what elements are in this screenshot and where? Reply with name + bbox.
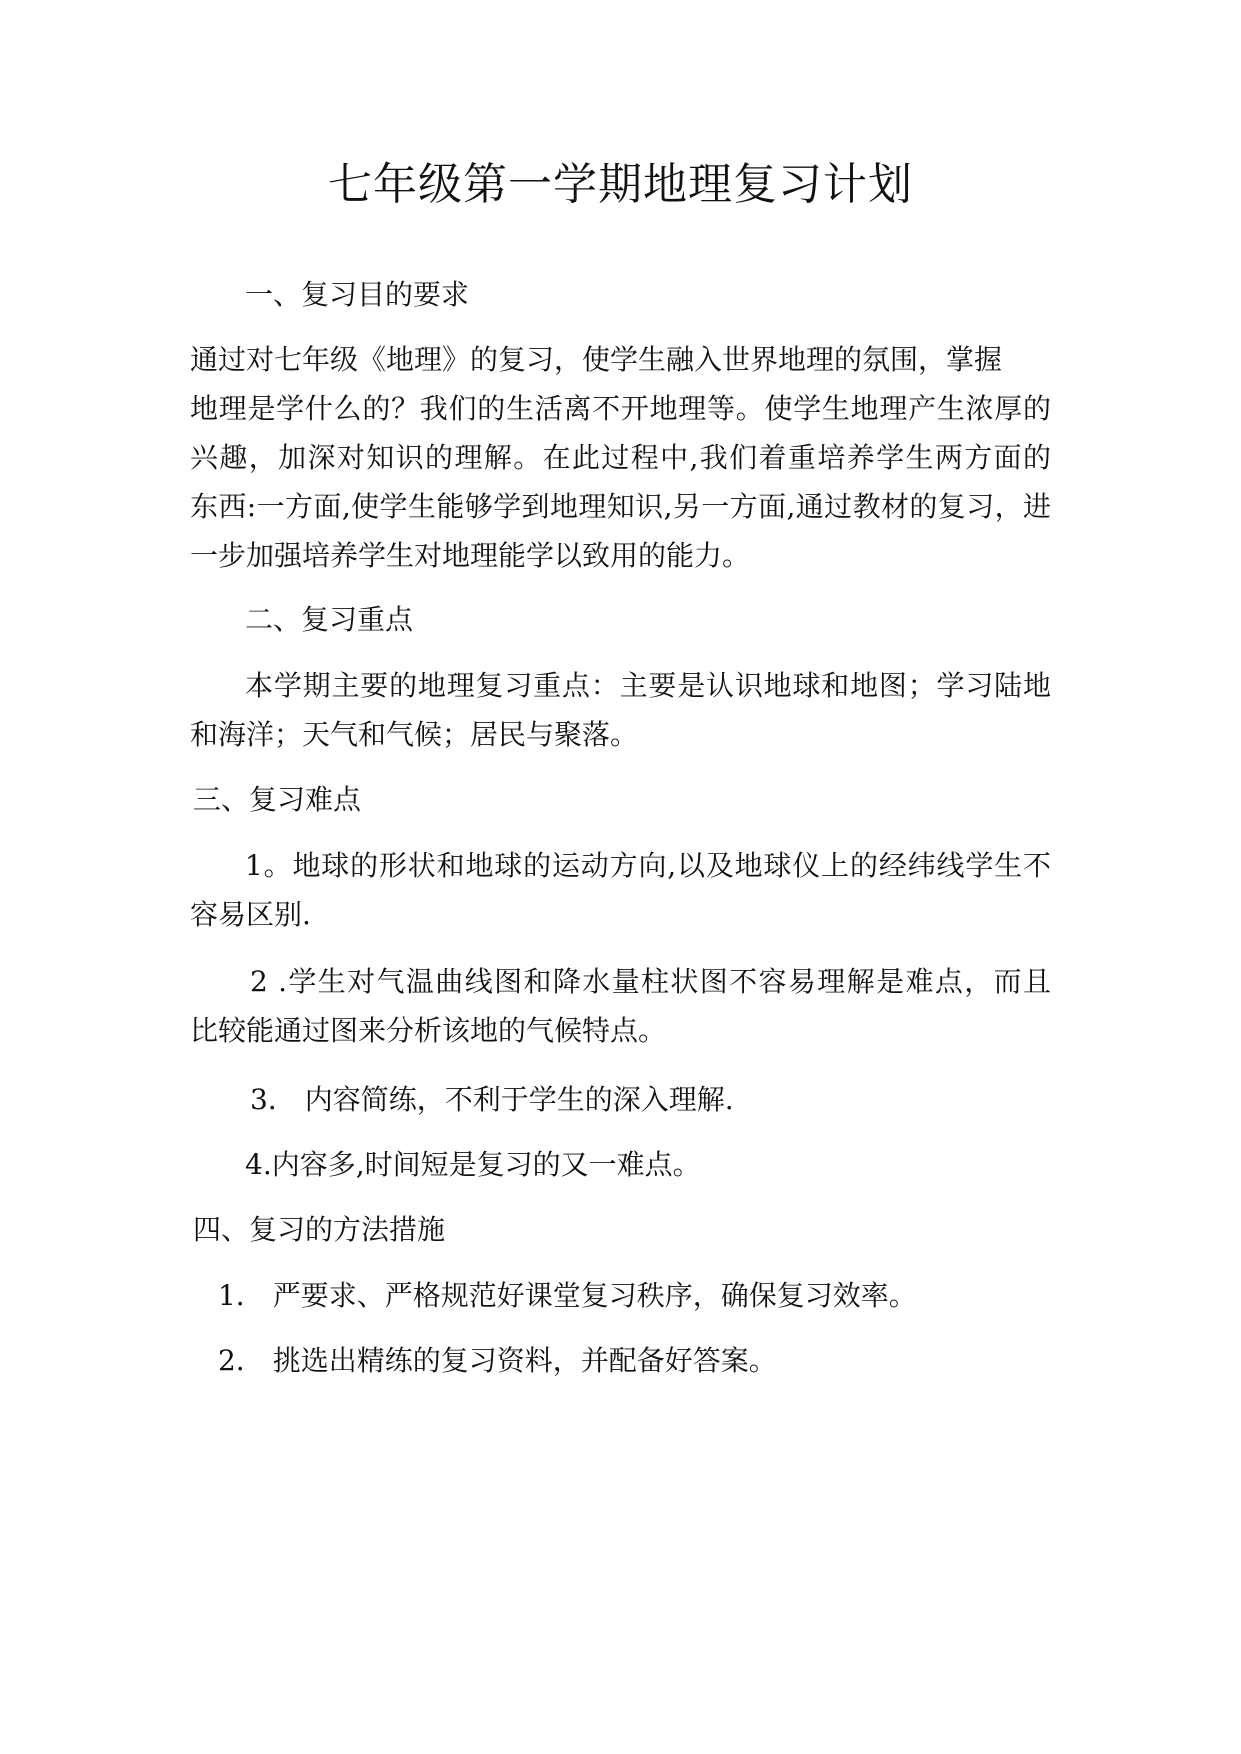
section-heading-objectives: 一、复习目的要求 — [245, 278, 470, 311]
paragraph-line: 本学期主要的地理复习重点：主要是认识地球和地图；学习陆地 — [245, 669, 1051, 702]
section-heading-difficulties: 三、复习难点 — [193, 783, 362, 816]
paragraph-line: 和海洋；天气和气候；居民与聚落。 — [190, 718, 639, 751]
list-item-line: 容易区别. — [190, 898, 311, 931]
list-item-line: 1。地球的形状和地球的运动方向,以及地球仪上的经纬线学生不 — [245, 849, 1051, 882]
section-heading-key-points: 二、复习重点 — [245, 603, 414, 636]
list-item: 2． 挑选出精练的复习资料，并配备好答案。 — [218, 1344, 777, 1377]
document-title: 七年级第一学期地理复习计划 — [328, 159, 913, 210]
list-item: 3． 内容简练，不利于学生的深入理解. — [250, 1083, 734, 1116]
list-item-line: 比较能通过图来分析该地的气候特点。 — [190, 1014, 667, 1047]
list-item-line: 2 .学生对气温曲线图和降水量柱状图不容易理解是难点，而且 — [250, 965, 1051, 998]
list-item: 1． 严要求、严格规范好课堂复习秩序，确保复习效率。 — [218, 1279, 917, 1312]
paragraph-line: 东西:一方面,使学生能够学到地理知识,另一方面,通过教材的复习，进 — [190, 490, 1051, 523]
paragraph-line: 地理是学什么的？我们的生活离不开地理等。使学生地理产生浓厚的 — [190, 392, 1051, 425]
paragraph-line: 通过对七年级《地理》的复习，使学生融入世界地理的氛围，掌握 — [190, 343, 1003, 376]
section-heading-methods: 四、复习的方法措施 — [193, 1213, 446, 1246]
list-item: 4.内容多,时间短是复习的又一难点。 — [245, 1148, 701, 1181]
paragraph-line: 一步加强培养学生对地理能学以致用的能力。 — [190, 539, 751, 572]
paragraph-line: 兴趣，加深对知识的理解。在此过程中,我们着重培养学生两方面的 — [190, 441, 1051, 474]
